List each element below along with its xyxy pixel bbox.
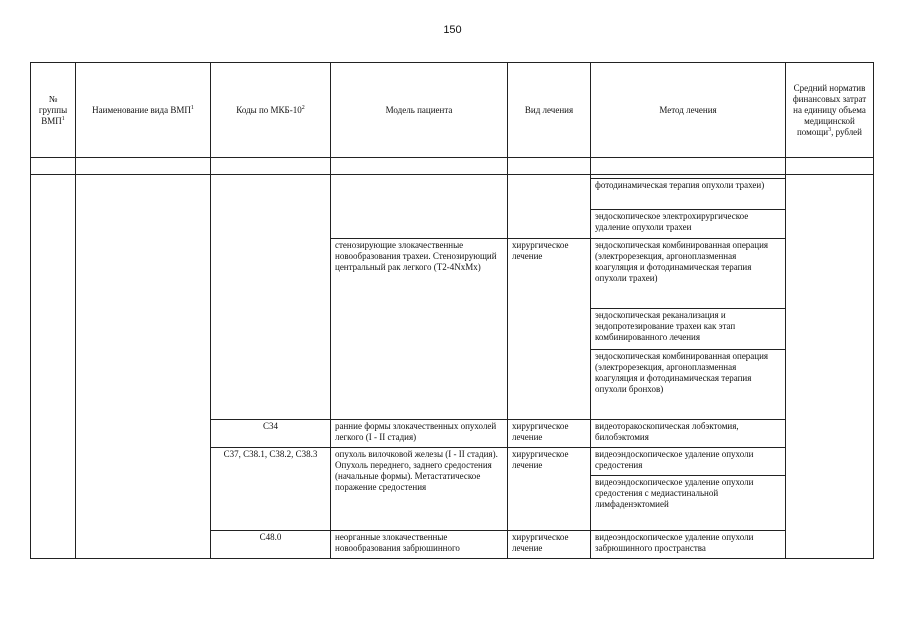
treatment-method-cell: фотодинамическая терапия опухоли трахеи) xyxy=(591,179,786,210)
header-treatment-method: Метод лечения xyxy=(591,63,786,158)
cost-norm-cell xyxy=(786,179,874,559)
patient-model-cell: опухоль вилочковой железы (I - II стадия). Опухоль переднего, заднего средостения (начальные формы). Метастатическое поражение средостения xyxy=(331,448,508,531)
treatment-type-cell: хирургическое лечение xyxy=(508,239,591,420)
treatment-method-cell: видеоэндоскопическое удаление опухоли средостения с медиастинальной лимфаденэктомией xyxy=(591,476,786,531)
icd-code-cell xyxy=(211,179,331,420)
icd-code-cell: C48.0 xyxy=(211,531,331,559)
group-number-cell xyxy=(31,179,76,559)
treatment-method-cell: эндоскопическая комбинированная операция (электрорезекция, аргоноплазменная коагуляция и фотодинамическая терапия опухоли бронхов) xyxy=(591,350,786,420)
vmp-table xyxy=(30,62,874,559)
treatment-type-cell: хирургическое лечение xyxy=(508,531,591,559)
header-group-number: № группы ВМП$^1$ xyxy=(31,63,76,158)
icd-code-cell: C37, C38.1, C38.2, C38.3 xyxy=(211,448,331,531)
column-number-row xyxy=(31,158,874,175)
treatment-method-cell: видеоэндоскопическое удаление опухоли забрюшинного пространства xyxy=(591,531,786,559)
header-vmp-name: Наименование вида ВМП$^1$ xyxy=(76,63,211,158)
header-patient-model: Модель пациента xyxy=(331,63,508,158)
header-treatment-type: Вид лечения xyxy=(508,63,591,158)
patient-model-cell: стенозирующие злокачественные новообразования трахеи. Стенозирующий центральный рак легкого (T2-4NxMx) xyxy=(331,239,508,420)
treatment-type-cell: хирургическое лечение xyxy=(508,420,591,448)
patient-model-cell: неорганные злокачественные новообразования забрюшинного xyxy=(331,531,508,559)
treatment-method-cell: эндоскопическое электрохирургическое удаление опухоли трахеи xyxy=(591,210,786,239)
patient-model-cell xyxy=(331,179,508,239)
treatment-method-cell: эндоскопическая реканализация и эндопротезирование трахеи как этап комбинированного лечения xyxy=(591,309,786,350)
icd-code-cell: C34 xyxy=(211,420,331,448)
treatment-method-cell: видеоторакоскопическая лобэктомия, билобэктомия xyxy=(591,420,786,448)
patient-model-cell: ранние формы злокачественных опухолей легкого (I - II стадия) xyxy=(331,420,508,448)
treatment-type-cell: хирургическое лечение xyxy=(508,448,591,531)
table-row xyxy=(31,179,874,210)
header-row xyxy=(31,63,874,158)
header-icd-codes: Коды по МКБ-$10^2$ xyxy=(211,63,331,158)
treatment-method-cell: видеоэндоскопическое удаление опухоли средостения xyxy=(591,448,786,476)
treatment-type-cell xyxy=(508,179,591,239)
vmp-name-cell xyxy=(76,179,211,559)
page-number: 150 xyxy=(443,24,462,36)
header-cost-norm: Средний норматив финансовых затрат на единицу объема медицинской помощи$^3$, рублей xyxy=(786,63,874,158)
treatment-method-cell: эндоскопическая комбинированная операция (электрорезекция, аргоноплазменная коагуляция и фотодинамическая терапия опухоли трахеи) xyxy=(591,239,786,309)
